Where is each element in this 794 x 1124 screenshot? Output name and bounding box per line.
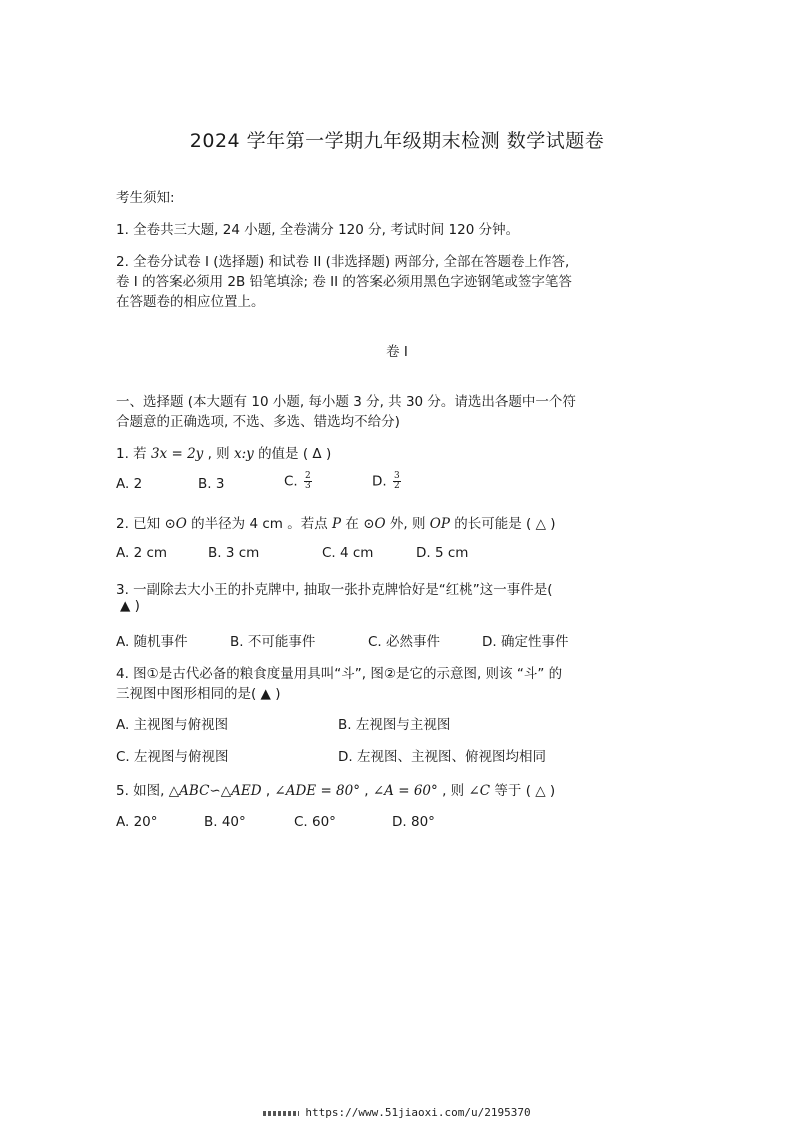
footer-url[interactable]: https://www.51jiaoxi.com/u/2195370 [305,1106,531,1119]
question-1-option-c [284,472,312,491]
question-4-line-2: 三视图中图形相同的是( ▲ ) [116,686,281,702]
question-3-option-d: D. 确定性事件 [482,634,569,650]
question-2-option-d: D. 5 cm [416,545,469,561]
question-2-mid-1: 的半径为 4 cm 。若点 [191,516,328,532]
question-1-option-d-fraction [393,472,401,491]
question-5-angle-ade: ∠ADE = 80° [274,783,360,799]
notice-heading: 考生须知: [116,190,175,206]
question-2-mid-3: 外, 则 [389,516,426,532]
question-2-point: P [332,516,342,532]
notice-item-1: 1. 全卷共三大题, 24 小题, 全卷满分 120 分, 考试时间 120 分钟。 [116,222,520,238]
question-5-suffix: 等于 ( △ ) [494,783,556,799]
question-4-line-1: 4. 图①是古代必备的粮食度量用具叫“斗”, 图②是它的示意图, 则该 “斗” 的 [116,666,563,682]
question-1-option-d-denominator: 2 [393,481,400,491]
question-5-sep-2: , [364,783,369,799]
question-3-option-b: B. 不可能事件 [230,634,316,650]
question-3-line-1: 3. 一副除去大小王的扑克牌中, 抽取一张扑克牌恰好是“红桃”这一事件是( [116,582,553,598]
notice-item-2-line-2: 卷 I 的答案必须用 2B 铅笔填涂; 卷 II 的答案必须用黑色字迹钢笔或签字笔答 [116,274,572,290]
question-1-option-d-numerator: 3 [393,471,400,481]
question-1-prefix: 1. 若 [116,446,147,462]
question-1-option-c-numerator: 2 [305,471,311,481]
question-2-circle-2: ⊙O [363,516,386,532]
question-3-option-a: A. 随机事件 [116,634,188,650]
question-1-equation: 3x = 2y [150,446,204,462]
part1-instructions-line-1: 一、选择题 (本大题有 10 小题, 每小题 3 分, 共 30 分。请选出各题中一个符 [116,394,576,410]
question-1-option-a: A. 2 [116,476,143,492]
question-5-option-a: A. 20° [116,814,158,830]
exam-title: 2024 学年第一学期九年级期末检测 数学试题卷 [189,130,605,152]
question-1-option-d [372,472,401,491]
question-5 [116,779,555,799]
question-2-circle: ⊙O [164,516,187,532]
question-5-sep-1: , [265,783,271,799]
question-1-suffix: 的值是 ( Δ ) [258,446,332,462]
notice-item-2-line-3: 在答题卷的相应位置上。 [116,294,265,310]
question-2-segment: OP [429,516,450,532]
question-2-mid-2: 在 [345,516,359,532]
question-4-option-d: D. 左视图、主视图、俯视图均相同 [338,749,546,765]
question-5-option-d: D. 80° [392,814,435,830]
question-1-option-d-label: D. [372,473,387,490]
question-5-option-c: C. 60° [294,814,336,830]
question-2-prefix: 2. 已知 [116,516,161,532]
notice-item-2-line-1: 2. 全卷分试卷 I (选择题) 和试卷 II (非选择题) 两部分, 全部在答题卷上作答, [116,254,570,270]
question-4-option-b: B. 左视图与主视图 [338,717,451,733]
question-1-option-b: B. 3 [198,476,225,492]
question-5-option-b: B. 40° [204,814,246,830]
footer-logo-icon [263,1111,299,1116]
footer [0,1106,794,1119]
question-5-mid: , 则 [442,783,465,799]
question-2-option-c: C. 4 cm [322,545,374,561]
question-1-option-c-denominator: 3 [305,481,311,491]
question-5-angle-a: ∠A = 60° [372,783,438,799]
question-3-line-2: ▲ ) [120,598,140,614]
question-5-similar: △ABC∽△AED [168,783,262,799]
question-2-option-a: A. 2 cm [116,545,168,561]
question-1-ratio: x:y [233,446,254,462]
part1-instructions-line-2: 合题意的正确选项, 不选、多选、错选均不给分) [116,414,400,430]
question-3-option-c: C. 必然事件 [368,634,441,650]
question-2-option-b: B. 3 cm [208,545,260,561]
question-2-suffix: 的长可能是 ( △ ) [454,516,556,532]
question-2 [116,512,556,532]
question-4-option-a: A. 主视图与俯视图 [116,717,229,733]
question-1 [116,442,331,462]
question-1-mid: , 则 [207,446,230,462]
question-1-option-c-label: C. [284,473,298,490]
question-4-option-c: C. 左视图与俯视图 [116,749,229,765]
section-title: 卷 I [386,344,408,360]
question-5-prefix: 5. 如图, [116,783,165,799]
question-1-option-c-fraction [304,472,312,491]
question-5-angle-c: ∠C [468,783,491,799]
